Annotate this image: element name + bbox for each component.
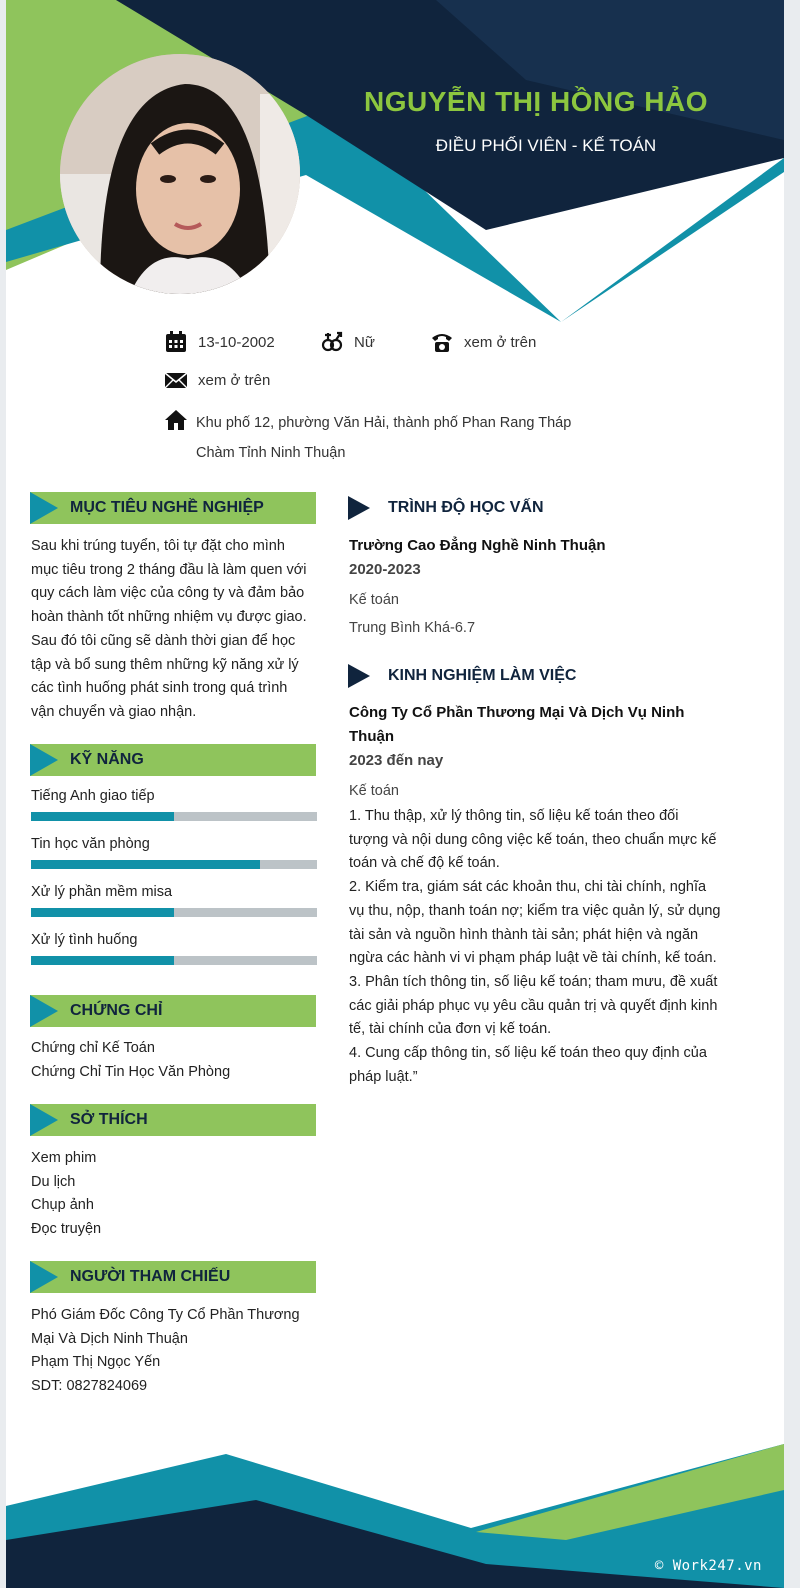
- experience-company-cont: Thuận: [349, 728, 394, 745]
- objective-line: Sau đó tôi cũng sẽ dành thời gian để học: [31, 632, 296, 649]
- email-row: [164, 368, 270, 392]
- objective-title: MỤC TIÊU NGHỀ NGHIỆP: [70, 499, 264, 516]
- address-line-2: Chàm Tỉnh Ninh Thuận: [196, 445, 346, 461]
- skill-name: Tiếng Anh giao tiếp: [31, 788, 155, 804]
- reference-line: Phạm Thị Ngọc Yến: [31, 1354, 161, 1371]
- education-school: Trường Cao Đẳng Nghề Ninh Thuận: [349, 537, 606, 554]
- experience-line: tài sản và nguồn hình thành tài sản; phát hiện và ngăn: [349, 926, 699, 943]
- skill-item: [31, 884, 317, 932]
- experience-line: tế, tài chính của đơn vị kế toán.: [349, 1021, 552, 1038]
- experience-line: các giải pháp phục vụ yêu cầu quản trị và quyết định kinh: [349, 997, 718, 1014]
- skill-bar: [31, 908, 317, 917]
- experience-line: ngừa các hành vi vi phạm pháp luật về tài chính, kế toán.: [349, 950, 717, 967]
- phone-value: xem ở trên: [464, 333, 537, 351]
- job-title: ĐIỀU PHỐI VIÊN - KẾ TOÁN: [435, 136, 657, 155]
- certificates-title: CHỨNG CHỈ: [70, 1002, 163, 1019]
- phone-icon: [430, 330, 454, 354]
- birthday-row: [164, 330, 275, 354]
- skill-bar-fill: [31, 812, 174, 821]
- reference-line: Phó Giám Đốc Công Ty Cổ Phần Thương: [31, 1307, 300, 1323]
- skill-name: Tin học văn phòng: [31, 836, 150, 852]
- gender-row: [320, 330, 375, 354]
- envelope-icon: [164, 368, 188, 392]
- skills-header: [30, 744, 316, 776]
- profile-photo: [60, 54, 300, 294]
- objective-line: mục tiêu trong 2 tháng đầu là làm quen với: [31, 561, 307, 578]
- hobbies-title: SỞ THÍCH: [70, 1111, 148, 1128]
- cv-page: [6, 0, 784, 1588]
- skill-item: [31, 788, 317, 836]
- address-row: [164, 408, 584, 468]
- skill-bar-fill: [31, 908, 174, 917]
- education-content: [349, 534, 724, 636]
- experience-description: [349, 805, 724, 1089]
- candidate-name: NGUYỄN THỊ HỒNG HẢO: [364, 86, 708, 117]
- certificate-item: Chứng chỉ Kế Toán: [31, 1040, 155, 1056]
- education-grade: Trung Bình Khá-6.7: [349, 620, 476, 636]
- objective-line: tập và bổ sung thêm những kỹ năng xử lý: [31, 656, 299, 673]
- objective-line: Sau khi trúng tuyển, tôi tự đặt cho mình: [31, 538, 285, 554]
- skill-bar-fill: [31, 860, 260, 869]
- footer-brand: © Work247.vn: [654, 1558, 762, 1574]
- certificates-header: [30, 995, 316, 1027]
- hobby-item: Chụp ảnh: [31, 1197, 94, 1214]
- experience-period: 2023 đến nay: [349, 752, 444, 769]
- hobby-item: Đọc truyện: [31, 1221, 102, 1238]
- certificates-list: [31, 1037, 317, 1084]
- birthday-value: 13-10-2002: [198, 333, 275, 351]
- objective-line: vận chuyển và giao nhận.: [31, 703, 197, 720]
- skill-bar: [31, 812, 317, 821]
- references-title: NGƯỜI THAM CHIẾU: [70, 1268, 231, 1285]
- objective-line: các tình huống phát sinh trong quá trình: [31, 680, 288, 697]
- skill-name: Xử lý phần mềm misa: [31, 884, 173, 900]
- certificate-item: Chứng Chỉ Tin Học Văn Phòng: [31, 1063, 231, 1080]
- experience-line: 1. Thu thập, xử lý thông tin, số liệu kế toán theo đối: [349, 808, 679, 824]
- hobby-item: Du lịch: [31, 1173, 76, 1190]
- home-icon: [164, 408, 188, 432]
- skill-bar-fill: [31, 956, 174, 965]
- education-major: Kế toán: [349, 592, 399, 608]
- skill-item: [31, 836, 317, 884]
- objective-line: hoàn thành tốt những nhiệm vụ được giao.: [31, 609, 307, 626]
- address-line-1: Khu phố 12, phường Văn Hải, thành phố Phan Rang Tháp: [196, 415, 572, 431]
- education-header: [348, 492, 728, 524]
- email-value: xem ở trên: [198, 371, 271, 389]
- experience-title: KINH NGHIỆM LÀM VIỆC: [388, 667, 577, 684]
- experience-line: 3. Phân tích thông tin, số liệu kế toán; tham mưu, đề xuất: [349, 973, 718, 990]
- gender-icon: [320, 330, 344, 354]
- experience-line: pháp luật.”: [349, 1068, 418, 1085]
- references-text: [31, 1304, 314, 1399]
- experience-company: Công Ty Cổ Phần Thương Mại Và Dịch Vụ Ninh: [349, 704, 685, 721]
- skill-item: [31, 932, 317, 980]
- experience-position: Kế toán: [349, 783, 399, 799]
- skill-bar: [31, 956, 317, 965]
- experience-line: toán và chế độ kế toán.: [349, 855, 500, 872]
- education-title: TRÌNH ĐỘ HỌC VẤN: [388, 499, 544, 516]
- reference-line: Mại Và Dịch Ninh Thuận: [31, 1330, 188, 1347]
- objective-line: quy cách làm việc của công ty và đảm bảo: [31, 585, 305, 602]
- experience-content: [349, 701, 724, 1089]
- references-header: [30, 1261, 316, 1293]
- objective-header: [30, 492, 316, 524]
- objective-text: [31, 535, 314, 725]
- experience-header: [348, 660, 728, 692]
- skills-list: [31, 788, 317, 980]
- education-period: 2020-2023: [349, 561, 421, 578]
- experience-line: 4. Cung cấp thông tin, số liệu kế toán theo quy định của: [349, 1045, 707, 1062]
- skills-title: KỸ NĂNG: [70, 751, 144, 768]
- experience-line: tượng và nội dung công việc kế toán, theo chuẩn mực kế: [349, 831, 717, 848]
- experience-line: 2. Kiểm tra, giám sát các khoản thu, chi tài chính, nghĩa: [349, 879, 707, 896]
- phone-row: [430, 330, 536, 354]
- skill-name: Xử lý tình huống: [31, 932, 138, 948]
- hobbies-header: [30, 1104, 316, 1136]
- hobby-item: Xem phim: [31, 1150, 97, 1166]
- gender-value: Nữ: [354, 333, 375, 351]
- reference-line: SDT: 0827824069: [31, 1378, 148, 1395]
- skill-bar: [31, 860, 317, 869]
- calendar-icon: [164, 330, 188, 354]
- hobbies-list: [31, 1147, 317, 1242]
- experience-line: vụ thu, nộp, thanh toán nợ; kiểm tra việc quản lý, sử dụng: [349, 902, 721, 919]
